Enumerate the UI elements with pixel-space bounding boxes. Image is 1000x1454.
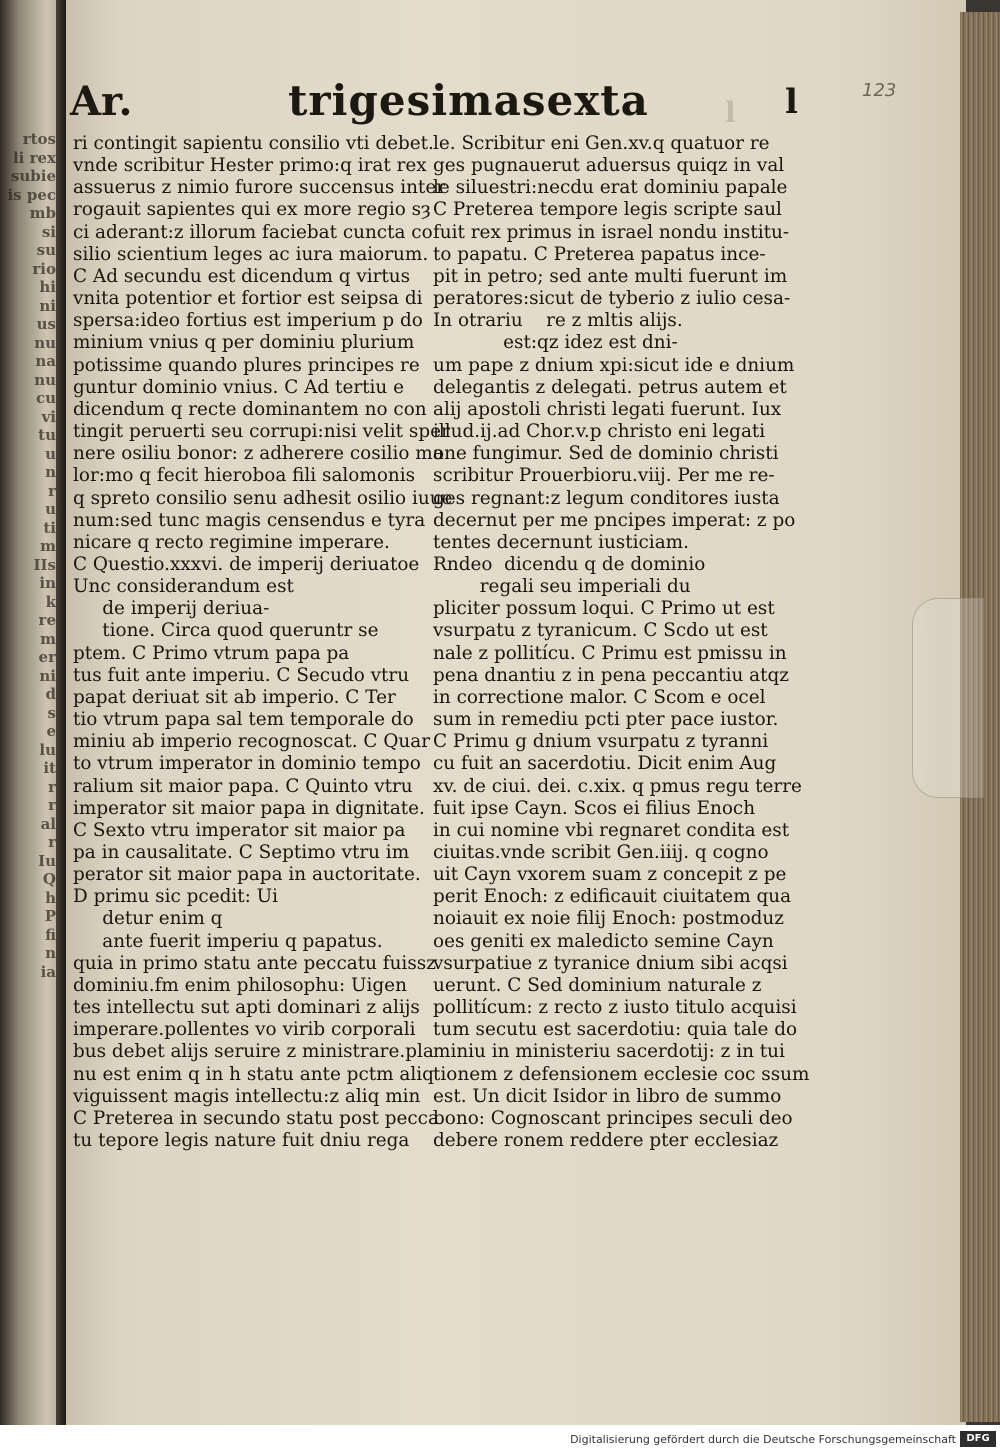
text-line: vnita potentior et fortior est seipsa di [73,288,423,310]
text-line: tione. Circa quod queruntr se [73,620,379,642]
text-line: C Sexto vtru imperator sit maior pa [73,819,406,841]
text-line: q spreto consilio senu adhesit osilio iuue [73,487,453,509]
text-line: miniu in ministeriu sacerdotij: z in tui [433,1041,785,1063]
text-line: sum in remediu pcti pter pace iustor. [433,709,779,731]
text-line: bus debet alijs seruire z ministrare.pla [73,1041,434,1063]
text-line: nere osiliu bonor: z adherere cosilio ma [73,443,444,465]
text-line: guntur dominio vnius. C Ad tertiu e [73,376,404,398]
text-line: perit Enoch: z edificauit ciuitatem qua [433,886,792,908]
dfg-logo: DFG [960,1431,996,1447]
footer-bar [0,1425,1000,1454]
text-line: um pape z dnium xpi:sicut ide e dnium [433,354,795,376]
text-line: Rndeo dicendu q de dominio [433,553,706,575]
text-line: alij apostoli christi legati fuerunt. Iux [433,398,782,420]
text-line: est. Un dicit Isidor in libro de summo [433,1085,782,1107]
text-line: tionem z defensionem ecclesie coc ssum [433,1063,810,1085]
text-line: rogauit sapientes qui ex more regio sȝ [73,199,431,221]
folio-faint: l [725,96,736,129]
text-line: dicendum q recte dominantem no con [73,398,427,420]
running-head-left: Ar. [70,78,133,125]
text-line: vsurpatiue z tyranice dnium sibi acqsi [433,952,788,974]
text-line: noiauit ex noie filij Enoch: postmoduz [433,908,784,930]
text-line: Unc considerandum est [73,576,294,598]
text-line: one fungimur. Sed de dominio christi [433,443,779,465]
text-line: est:qz idez est dni- [433,332,678,354]
text-line: xv. de ciui. dei. c.xix. q pmus regu terre [433,775,802,797]
funding-credit: Digitalisierung gefördert durch die Deutsche Forschungsgemeinschaft [570,1433,956,1446]
text-line: pena dnantiu z in pena peccantiu atqz [433,664,789,686]
text-line: tentes decernunt iusticiam. [433,531,689,553]
text-line: oes geniti ex maledicto semine Cayn [433,930,774,952]
text-line: nu est enim q in h statu ante pctm aliq [73,1063,434,1085]
text-column-left [73,133,453,1152]
text-line: quia in primo statu ante peccatu fuissz [73,952,436,974]
left-page-text-fragments: rtos li rex subie is pec mb si su rio hi ni us nu na nu cu vi tu u n r u ti m IIs in k re m er ni d s e lu it r r al r Iu Q h P fi n ia [7,130,56,981]
text-line: to papatu. C Preterea papatus ince- [433,243,766,265]
text-line: C Preterea in secundo statu post pecca [73,1107,439,1129]
text-line: potissime quando plures principes re [73,354,420,376]
text-line: pollitícum: z recto z iusto titulo acquisi [433,997,797,1019]
text-line: imperare.pollentes vo virib corporali [73,1019,416,1041]
running-head-title: trigesimasexta [288,76,649,125]
text-column-right [433,133,810,1152]
text-line: bono: Cognoscant principes seculi deo [433,1107,793,1129]
text-line: C Ad secundu est dicendum q virtus [73,265,411,287]
text-line: nale z pollitícu. C Primu est pmissu in [433,642,787,664]
text-line: tes intellectu sut apti dominari z alijs [73,997,420,1019]
text-line: ptem. C Primo vtrum papa pa [73,642,350,664]
text-line: tum secutu est sacerdotiu: quia tale do [433,1019,798,1041]
text-line: assuerus z nimio furore succensus inter [73,177,445,199]
text-line: uerunt. C Sed dominium naturale z [433,974,762,996]
text-line: vnde scribitur Hester primo:q irat rex [73,155,427,177]
text-line: papat deriuat sit ab imperio. C Ter [73,686,396,708]
text-line: pa in causalitate. C Septimo vtru im [73,842,410,863]
text-line: C Primu g dnium vsurpatu z tyranni [433,731,769,753]
text-line: pit in petro; sed ante multi fuerunt im [433,265,788,287]
folio-number: l [785,82,798,122]
text-line: ci aderant:z illorum faciebat cuncta co [73,221,433,243]
text-line: le siluestri:necdu erat dominiu papale [433,177,788,199]
text-line: ralium sit maior papa. C Quinto vtru [73,775,413,797]
text-line: tingit peruerti seu corrupi:nisi velit sper [73,421,450,443]
text-line: tio vtrum papa sal tem temporale do [73,709,414,731]
text-line: D primu sic pcedit: Ui [73,886,279,908]
text-line: C Questio.xxxvi. de imperij deriuatoe [73,553,420,575]
text-line: de imperij deriua- [73,598,270,620]
text-line: scribitur Prouerbioru.viij. Per me re- [433,465,775,487]
text-line: delegantis z delegati. petrus autem et [433,376,787,398]
text-line: fuit ipse Cayn. Scos ei filius Enoch [433,797,756,819]
text-line: tus fuit ante imperiu. C Secudo vtru [73,664,410,686]
text-line: vsurpatu z tyranicum. C Scdo ut est [433,620,768,642]
text-line: regali seu imperiali du [433,576,691,598]
text-line: ges regnant:z legum conditores iusta [433,487,780,509]
text-line: debere ronem reddere pter ecclesiaz [433,1130,779,1152]
text-line: spersa:ideo fortius est imperium p do [73,310,423,332]
text-line: tu tepore legis nature fuit dniu rega [73,1130,410,1152]
text-line: In otrariu re z mltis alijs. [433,310,683,332]
text-line: miniu ab imperio recognoscat. C Quar [73,731,431,753]
text-line: ciuitas.vnde scribit Gen.iiij. q cogno [433,842,769,863]
text-line: cu fuit an sacerdotiu. Dicit enim Aug [433,753,777,775]
text-line: uit Cayn vxorem suam z concepit z pe [433,864,787,886]
text-line: perator sit maior papa in auctoritate. [73,864,421,886]
text-line: peratores:sicut de tyberio z iulio cesa- [433,288,791,310]
text-line: in cui nomine vbi regnaret condita est [433,819,790,841]
text-line: num:sed tunc magis censendus e tyra [73,509,426,531]
text-line: decernut per me pncipes imperat: z po [433,509,796,531]
text-line: lor:mo q fecit hieroboa fili salomonis [73,465,416,487]
page-holder-clip [912,598,984,798]
text-line: ante fuerit imperiu q papatus. [73,930,383,952]
text-line: C Preterea tempore legis scripte saul [433,199,782,221]
text-line: imperator sit maior papa in dignitate. [73,797,425,819]
text-line: minium vnius q per dominiu plurium [73,332,415,354]
text-line: pliciter possum loqui. C Primo ut est [433,598,775,620]
left-page-edge [0,0,62,1425]
text-line: silio scientium leges ac iura maiorum. [73,243,429,265]
text-line: le. Scribitur eni Gen.xv.q quatuor re [433,133,770,154]
text-line: ri contingit sapientu consilio vti debet. [73,133,434,154]
text-line: nicare q recto regimine imperare. [73,531,390,553]
pencil-foliation: 123 [862,80,897,101]
text-line: dominiu.fm enim philosophu: Uigen [73,974,407,996]
text-line: fuit rex primus in israel nondu institu- [433,221,790,243]
text-line: to vtrum imperator in dominio tempo [73,753,421,775]
text-line: detur enim q [73,908,223,930]
text-line: illud.ij.ad Chor.v.p christo eni legati [433,421,766,443]
text-line: viguissent magis intellectu:z aliq min [73,1085,421,1107]
text-line: in correctione malor. C Scom e ocel [433,686,766,708]
text-line: ges pugnauerut aduersus quiqz in val [433,155,785,177]
